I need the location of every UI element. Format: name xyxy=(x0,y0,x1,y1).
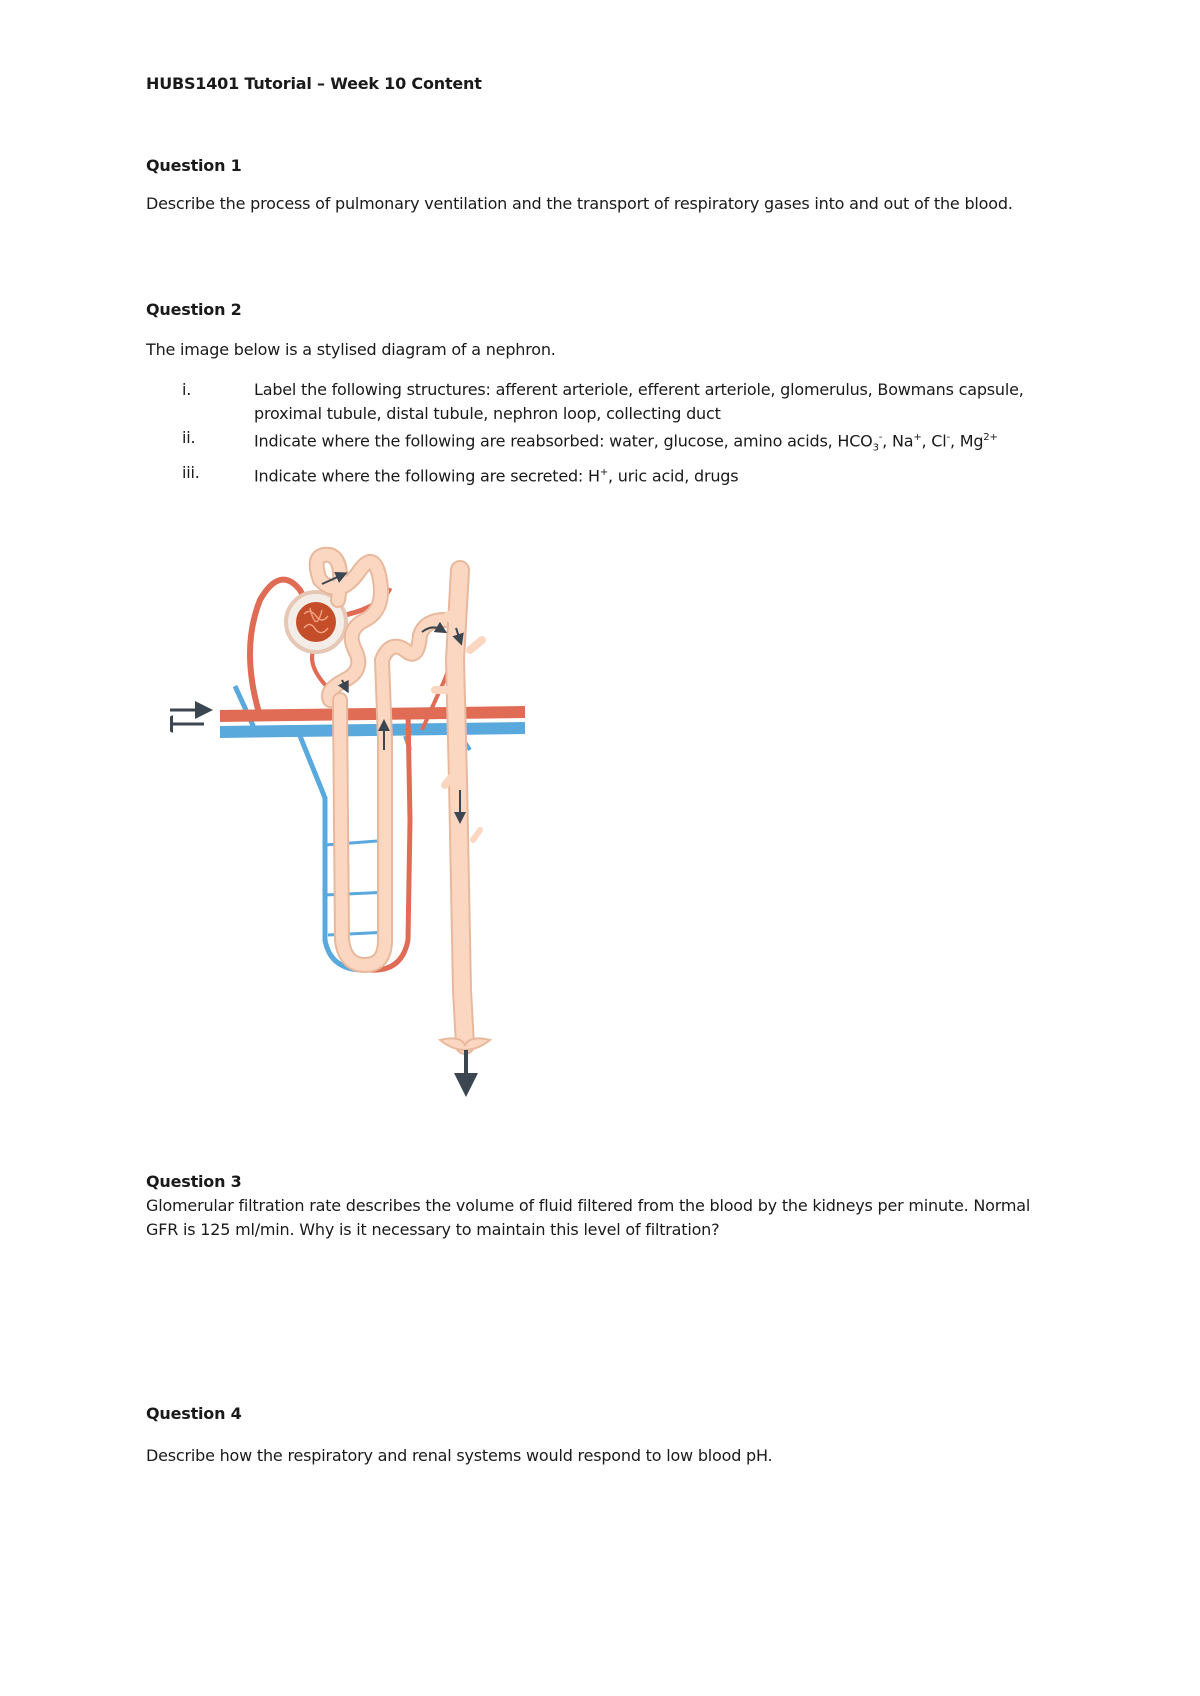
question-2-text: The image below is a stylised diagram of a nephron. xyxy=(146,340,556,359)
reabsorbed-text: , Cl xyxy=(921,431,947,451)
list-item-text: Label the following structures: afferent arteriole, efferent arteriole, glomerulus, Bowmans capsule, proximal tubule, distal tubule, nephron loop, collecting duct xyxy=(254,380,1024,423)
reabsorbed-text: Indicate where the following are reabsorbed: water, glucose, amino acids, HCO xyxy=(254,431,873,451)
superscript: - xyxy=(878,432,883,443)
superscript: - xyxy=(946,432,950,443)
question-1-heading: Question 1 xyxy=(146,156,242,175)
superscript: + xyxy=(599,466,609,478)
list-item xyxy=(146,426,1046,461)
list-item-text xyxy=(254,426,1046,461)
question-3-heading: Question 3 xyxy=(146,1172,242,1191)
list-item-number: i. xyxy=(182,380,192,399)
glomerulus xyxy=(296,602,336,642)
list-item-number: iii. xyxy=(182,462,200,482)
question-4-heading: Question 4 xyxy=(146,1404,242,1423)
list-item-text xyxy=(254,461,1046,488)
nephron-diagram xyxy=(170,540,550,1130)
superscript: 2+ xyxy=(983,432,998,443)
subscript: 3 xyxy=(872,442,879,454)
question-2-heading: Question 2 xyxy=(146,300,242,319)
question-1-text: Describe the process of pulmonary ventilation and the transport of respiratory gases into and out of the blood. xyxy=(146,194,1013,213)
secreted-text: Indicate where the following are secreted: H xyxy=(254,465,600,485)
question-4-text: Describe how the respiratory and renal systems would respond to low blood pH. xyxy=(146,1446,773,1465)
question-3-text: Glomerular filtration rate describes the volume of fluid filtered from the blood by the kidneys per minute. Normal GFR is 125 ml/min. Why is it necessary to maintain this level of filtration? xyxy=(146,1196,1031,1239)
list-item xyxy=(146,378,1046,426)
list-item-number: ii. xyxy=(182,428,196,447)
document-title: HUBS1401 Tutorial – Week 10 Content xyxy=(146,74,482,93)
reabsorbed-text: , Mg xyxy=(949,431,984,451)
secreted-text: , uric acid, drugs xyxy=(608,465,739,485)
question-2-list xyxy=(146,378,1046,488)
list-item xyxy=(146,461,1046,488)
superscript: + xyxy=(913,432,922,443)
reabsorbed-text: , Na xyxy=(882,431,914,451)
